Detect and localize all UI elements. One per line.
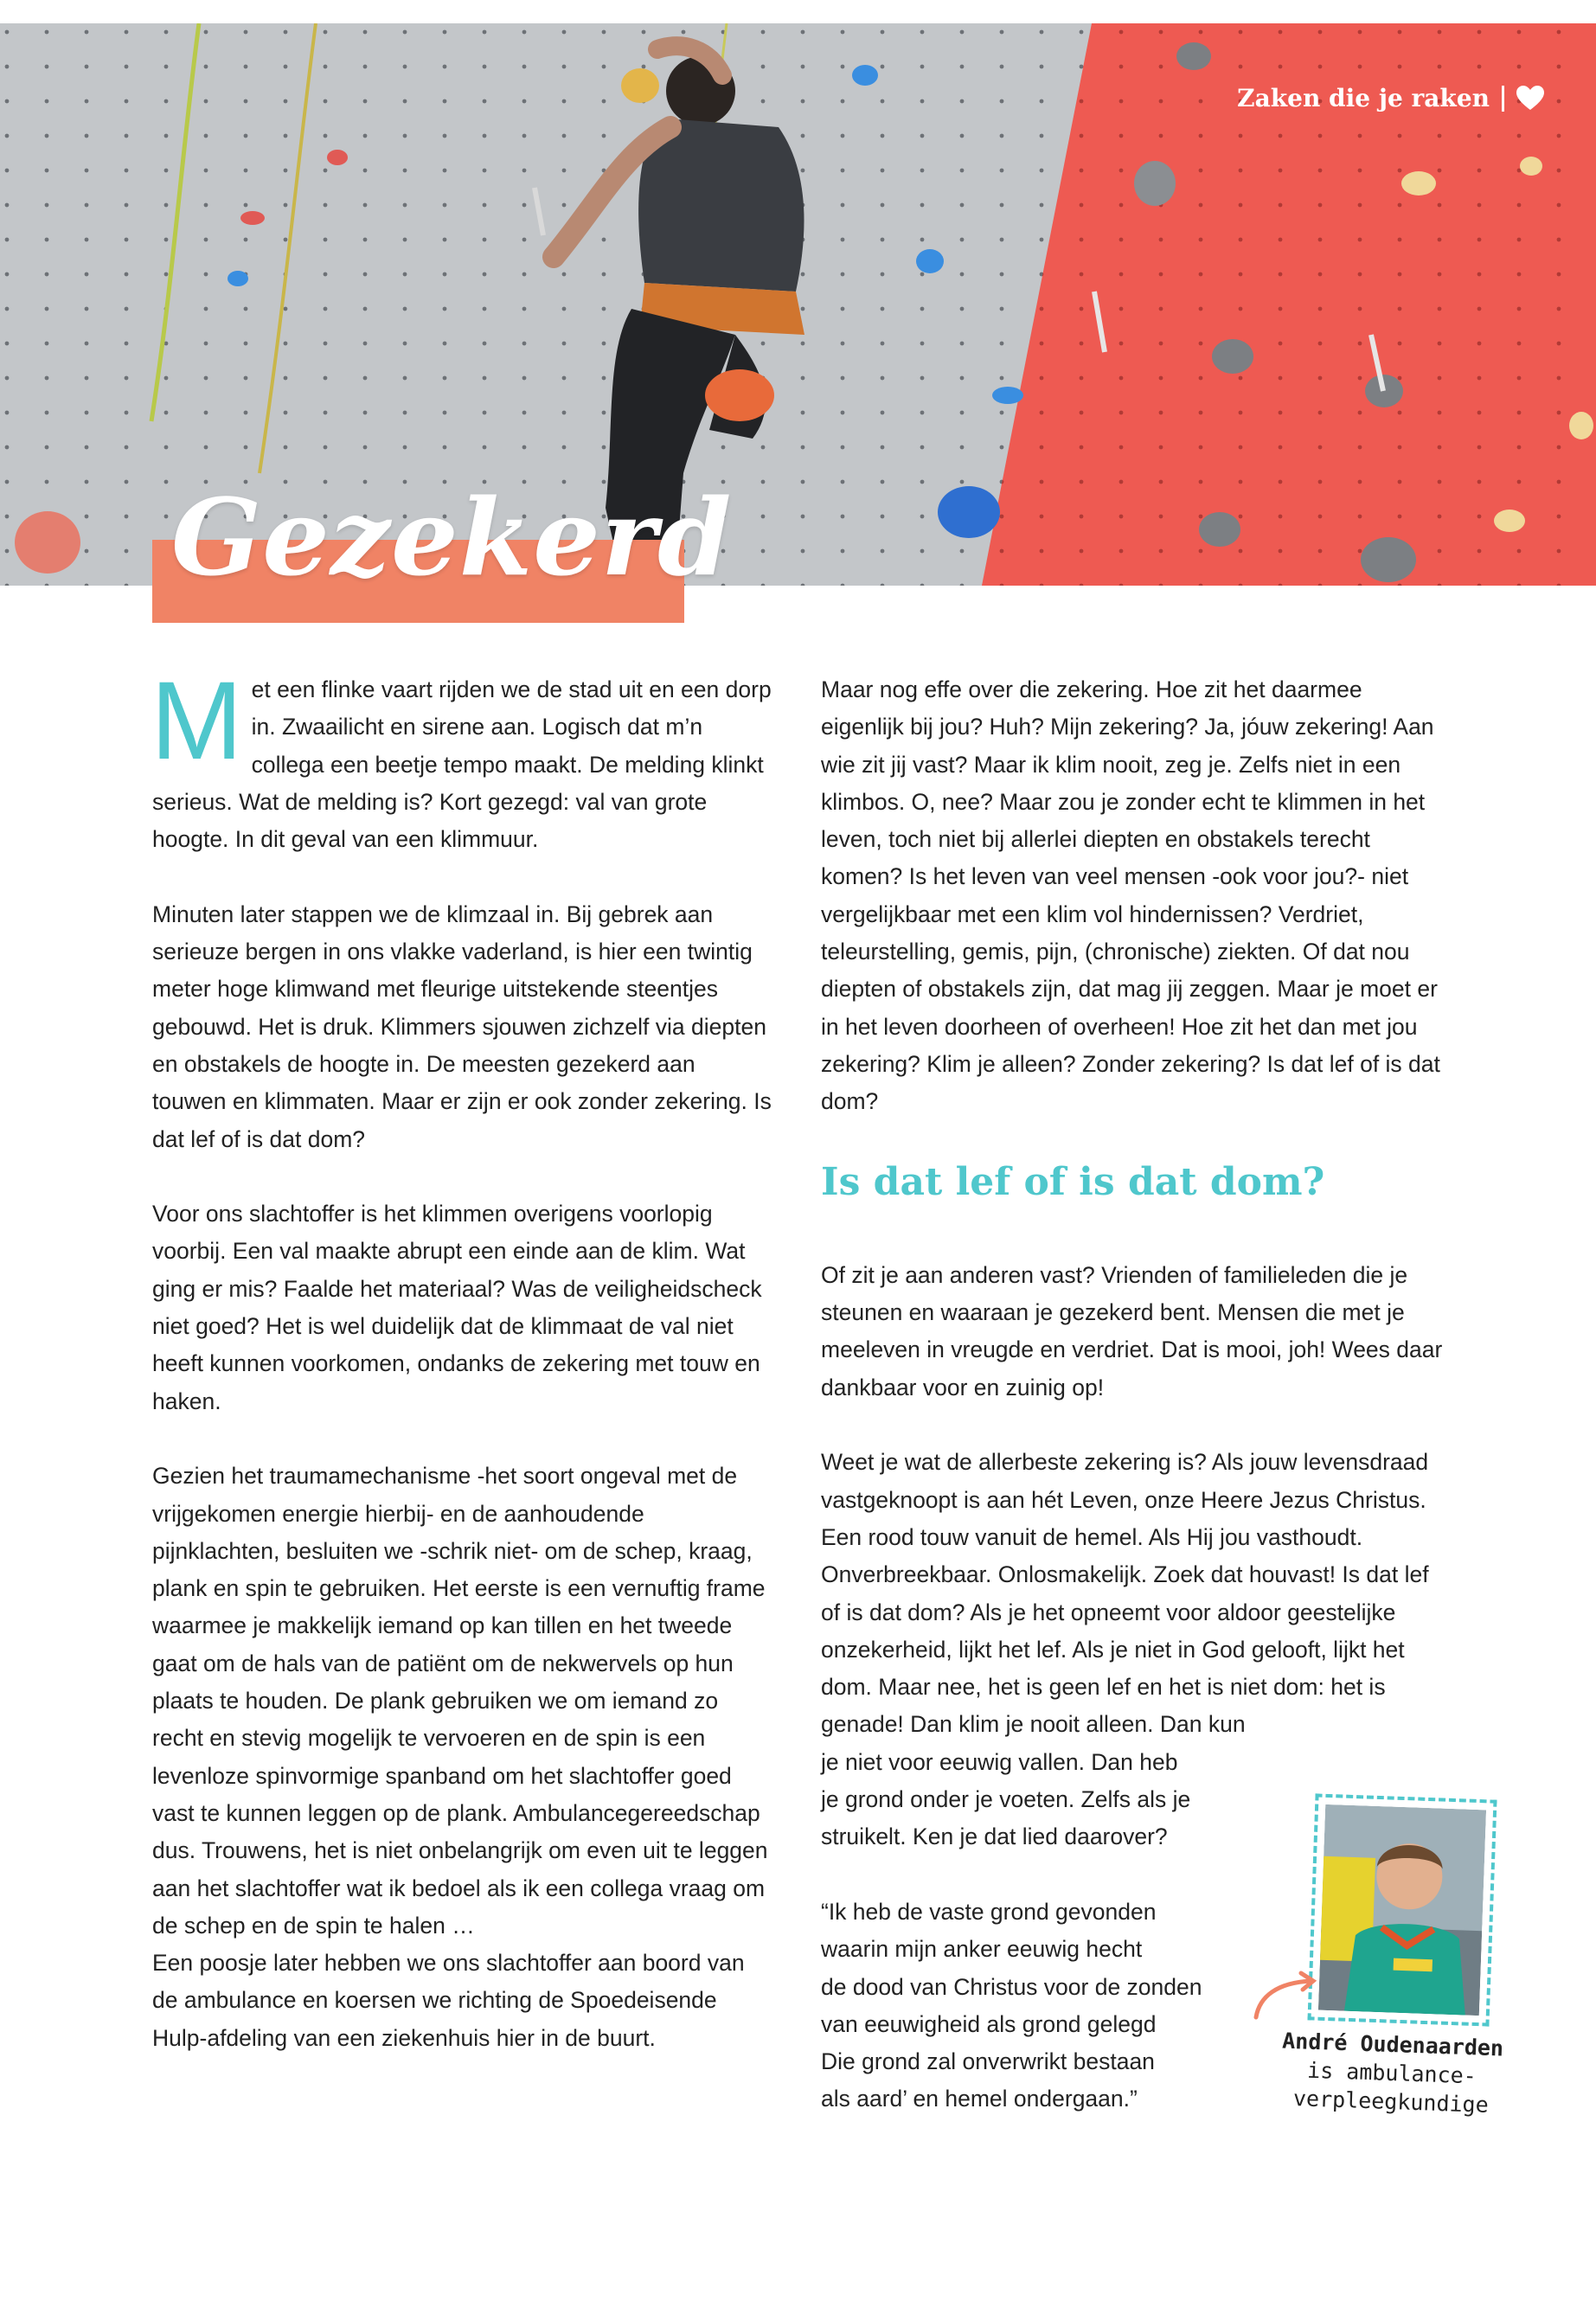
arrow-icon — [1251, 1971, 1320, 2022]
body-paragraph: Minuten later stappen we de klimzaal in. Bij gebrek aan serieuze bergen in ons vlakke vaderland, is hier een twintig meter hoge klimwand met fleurige uitstekende steentjes gebouwd. Het is druk. Klimmers sjouwen zichzelf via diepten en obstakels de hoogte in. De meesten gezekerd aan touwen en klimmaten. Maar er zijn er ook zonder zekering. Is dat lef of is dat dom? — [152, 901, 772, 1152]
left-column — [151, 659, 775, 2094]
author-portrait — [1318, 1804, 1486, 2016]
article-title: Gezekerd — [171, 475, 733, 599]
poem-line: als aard’ en hemel ondergaan.” — [821, 2086, 1138, 2112]
climbing-hold — [228, 271, 248, 286]
climbing-hold — [621, 68, 659, 103]
climbing-hold — [1361, 537, 1416, 582]
climbing-hold — [240, 211, 265, 225]
climbing-hold — [852, 65, 878, 86]
intro-paragraph: Met een flinke vaart rijden we de stad uit en een dorp in. Zwaailicht en sirene aan. Logisch dat m’n collega een beetje tempo maakt. De melding klinkt serieus. Wat de melding is? Kort gezegd: val van grote hoogte. In dit geval van een klimmuur. — [151, 659, 772, 853]
body-paragraph: Of zit je aan anderen vast? Vrienden of familieleden die je steunen en waaraan je gezekerd bent. Mensen die met je meeleven in vreugde en verdriet. Dat is mooi, joh! Wees daar dankbaar voor en zuinig op! — [821, 1261, 1443, 1400]
body-paragraph: Een poosje later hebben we ons slachtoffer aan boord van de ambulance en koersen we richting de Spoedeisende Hulp-afdeling van een ziekenhuis hier in de buurt. — [152, 1950, 745, 2051]
climbing-hold — [1401, 171, 1436, 195]
climbing-hold — [1212, 339, 1253, 374]
climbing-hold — [1134, 161, 1176, 206]
subheading: Is dat lef of is dat dom? — [821, 1159, 1325, 1204]
body-paragraph: Weet je wat de allerbeste zekering is? Als jouw levensdraad vastgeknoopt is aan hét Leven, onze Heere Jezus Christus. Een rood touw vanuit de hemel. Als Hij jou vasthoudt. Onverbreekbaar. Onlosmakelijk. Zoek dat houvast! Is dat lef of is dat dom? Als je het opneemt voor aldoor geestelijke onzekerheid, lijkt het lef. Als je niet in God gelooft, lijkt het dom. Maar nee, het is geen lef en het is niet dom: het is genade! Dan klim je nooit alleen. Dan kun — [821, 1449, 1429, 1738]
climbing-hold — [1520, 157, 1542, 176]
climbing-hold — [15, 511, 80, 574]
climbing-hold — [992, 387, 1023, 404]
climbing-hold — [1365, 375, 1403, 407]
text-line: struikelt. Ken je dat lied daarover? — [821, 1823, 1168, 1850]
body-paragraph: Gezien het traumamechanisme -het soort ongeval met de vrijgekomen energie hierbij- en de aanhoudende pijnklachten, besluiten we -schrik niet- om de schep, kraag, plank en spin te gebruiken. Het eerste is een vernuftig frame waarmee je makkelijk iemand op kan tillen en het tweede gaat om de hals van de patiënt om de nekwervels op hun plaats te houden. De plank gebruiken we om iemand zo recht en stevig mogelijk te vervoeren en de spin is een levenloze spinvormige spanband om het slachtoffer goed vast te kunnen leggen op de plank. Ambulancegereedschap dus. Trouwens, het is niet onbelangrijk om even uit te leggen aan het slachtoffer wat ik bedoel als ik een collega vraag om de schep en de spin te halen … — [152, 1463, 768, 1939]
climbing-hold — [327, 150, 348, 165]
climbing-hold — [1569, 412, 1593, 439]
body-paragraph: Voor ons slachtoffer is het klimmen overigens voorlopig voorbij. Een val maakte abrupt een einde aan de klim. Wat ging er mis? Faalde het materiaal? Was de veiligheidscheck niet goed? Het is wel duidelijk dat de klimmaat de val niet heeft kunnen voorkomen, ondanks de zekering met touw en haken. — [152, 1201, 762, 1414]
author-name: André Oudenaarden — [1281, 2028, 1504, 2061]
poem-line: de dood van Christus voor de zonden — [821, 1973, 1202, 2000]
climbing-hold — [1176, 42, 1211, 70]
author-caption — [1247, 2025, 1535, 2120]
section-label: Zaken die je raken — [1237, 84, 1490, 112]
heart-icon — [1516, 86, 1544, 112]
body-paragraph: Maar nog effe over die zekering. Hoe zit het daarmee eigenlijk bij jou? Huh? Mijn zekering? Ja, jóuw zekering! Aan wie zit jij vast? Maar ik klim nooit, zeg je. Zelfs niet in een klimbos. O, nee? Maar zou je zonder echt te klimmen in het leven, toch niet bij allerlei diepten en obstakels terecht komen? Is het leven van veel mensen -ook voor jou?- niet vergelijkbaar met een klim vol hindernissen? Verdriet, teleurstelling, gemis, pijn, (chronische) ziekten. Of dat nou diepten of obstakels zijn, dat mag jij zeggen. Maar je moet er in het leven doorheen of overheen! Hoe zit het dan met jou zekering? Klim je alleen? Zonder zekering? Is dat lef of is dat dom? — [821, 676, 1440, 1115]
drop-cap: M — [151, 659, 243, 783]
poem-line: van eeuwigheid als grond gelegd — [821, 2010, 1157, 2037]
poem-line: “Ik heb de vaste grond gevonden — [821, 1898, 1157, 1925]
poem-line: waarin mijn anker eeuwig hecht — [821, 1936, 1143, 1963]
section-header — [1237, 84, 1544, 112]
text-line: je niet voor eeuwig vallen. Dan heb — [821, 1748, 1178, 1775]
climbing-hold — [916, 249, 944, 273]
author-role: verpleegkundige — [1292, 2086, 1490, 2118]
climbing-hold — [1199, 512, 1240, 547]
climbing-hold — [938, 486, 1000, 538]
text-line: je grond onder je voeten. Zelfs als je — [821, 1786, 1191, 1813]
climbing-hold — [1494, 510, 1525, 532]
author-photo — [1307, 1793, 1497, 2026]
poem-line: Die grond zal onverwrikt bestaan — [821, 2048, 1155, 2075]
header-divider — [1502, 86, 1504, 112]
author-role: is ambulance- — [1306, 2057, 1477, 2089]
